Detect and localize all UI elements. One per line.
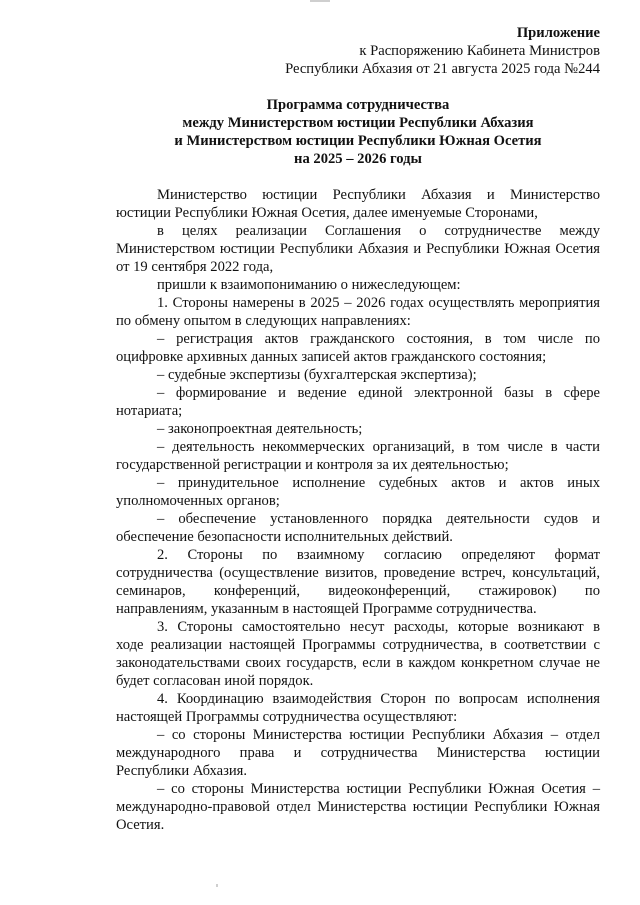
- section-2-line-4: направлениям, указанным в настоящей Программе сотрудничества.: [116, 601, 537, 617]
- bullet-2: – судебные экспертизы (бухгалтерская экспертиза);: [157, 367, 477, 383]
- section-4a-line-3: Республики Абхазия.: [116, 763, 248, 779]
- section-3-line-1: 3. Стороны самостоятельно несут расходы, которые возникают в: [157, 619, 600, 635]
- bullet-6-line-2: уполномоченных органов;: [116, 493, 280, 509]
- paragraph-2-line-1: в целях реализации Соглашения о сотрудничестве между: [157, 223, 600, 239]
- section-4-line-1: 4. Координацию взаимодействия Сторон по вопросам исполнения: [157, 691, 600, 707]
- section-4a-line-1: – со стороны Министерства юстиции Республики Абхазия – отдел: [157, 727, 600, 743]
- bullet-7-line-1: – обеспечение установленного порядка деятельности судов и: [157, 511, 600, 527]
- bullet-7-line-2: обеспечение безопасности исполнительных действий.: [116, 529, 453, 545]
- heading-line-3: и Министерством юстиции Республики Южная Осетия: [174, 133, 542, 149]
- bullet-6-line-1: – принудительное исполнение судебных актов и актов иных: [157, 475, 600, 491]
- paragraph-1-line-1: Министерство юстиции Республики Абхазия и Министерство: [157, 187, 600, 203]
- paragraph-2-line-2: Министерством юстиции Республики Абхазия и Республики Южная Осетия: [116, 241, 600, 257]
- section-2-line-2: сотрудничества (осуществление визитов, проведение встреч, консультаций,: [116, 565, 600, 581]
- section-2-line-3: семинаров, конференций, видеоконференций, стажировок) по: [116, 583, 600, 599]
- appendix-title: Приложение: [516, 25, 600, 41]
- section-4b-line-1: – со стороны Министерства юстиции Республики Южная Осетия –: [157, 781, 600, 797]
- section-4-line-2: настоящей Программы сотрудничества осуществляют:: [116, 709, 458, 725]
- section-3-line-4: будет согласован иной порядок.: [116, 673, 314, 689]
- section-1-line-1: 1. Стороны намерены в 2025 – 2026 годах осуществлять мероприятия: [157, 295, 600, 311]
- paragraph-2-line-3: от 19 сентября 2022 года,: [116, 259, 274, 275]
- bullet-1-line-1: – регистрация актов гражданского состояния, в том числе по: [157, 331, 600, 347]
- bullet-4: – законопроектная деятельность;: [157, 421, 363, 437]
- heading-line-2: между Министерством юстиции Республики Абхазия: [182, 115, 534, 131]
- paragraph-3: пришли к взаимопониманию о нижеследующем:: [157, 277, 461, 293]
- appendix-line-1: к Распоряжению Кабинета Министров: [359, 43, 600, 59]
- bullet-3-line-1: – формирование и ведение единой электронной базы в сфере: [157, 385, 600, 401]
- bullet-3-line-2: нотариата;: [116, 403, 183, 419]
- bullet-1-line-2: оцифровке архивных данных записей актов гражданского состояния;: [116, 349, 547, 365]
- bullet-5-line-1: – деятельность некоммерческих организаций, в том числе в части: [157, 439, 600, 455]
- scan-mark: [310, 0, 330, 2]
- paragraph-1-line-2: юстиции Республики Южная Осетия, далее именуемые Сторонами,: [116, 205, 538, 221]
- heading-line-4: на 2025 – 2026 годы: [294, 151, 422, 167]
- appendix-line-2: Республики Абхазия от 21 августа 2025 года №244: [285, 61, 600, 77]
- section-3-line-2: ходе реализации настоящей Программы сотрудничества, в соответствии с: [116, 637, 600, 653]
- section-1-line-2: по обмену опытом в следующих направлениях:: [116, 313, 411, 329]
- heading-line-1: Программа сотрудничества: [266, 97, 450, 113]
- section-2-line-1: 2. Стороны по взаимному согласию определяют формат: [157, 547, 600, 563]
- section-3-line-3: законодательствами своих государств, если в каждом конкретном случае не: [116, 655, 600, 671]
- section-4b-line-3: Осетия.: [116, 817, 165, 833]
- scan-mark-bottom: [216, 884, 218, 887]
- section-4b-line-2: международно-правовой отдел Министерства юстиции Республики Южная: [116, 799, 600, 815]
- bullet-5-line-2: государственной регистрации и контроля за их деятельностью;: [116, 457, 509, 473]
- section-4a-line-2: международного права и сотрудничества Министерства юстиции: [116, 745, 600, 761]
